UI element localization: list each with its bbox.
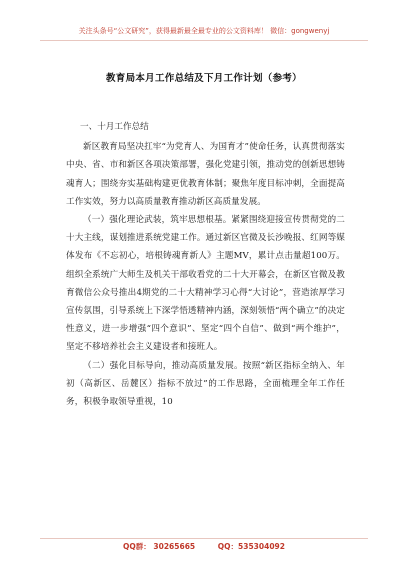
paragraph-theory: （一）强化理论武装，筑牢思想根基。紧紧围绕迎接宣传贯彻党的二十大主线，谋划推进系统党建工作。通过新区官微及长沙晚报、红网等媒体发布《不忘初心，培根铸魂育新人》主题MV，累计点击量超100万。组织全系统广大师生及机关干部收看党的二十大开幕会，在新区官微及教育微信公众号推出4期党的二十大精神学习心得“大讨论”，营造浓厚学习宣传氛围，引导系统上下深学悟透精神内涵，深刻领悟“两个确立”的决定性意义，进一步增强“四个意识”、坚定“四个自信”、做到“两个维护”，坚定不移培养社会主义建设者和接班人。 [66,215,345,353]
footer-qq-group: QQ群： 30265665 [123,542,196,551]
document-title: 教育局本月工作总结及下月工作计划（参考） [105,73,302,84]
footer-qq: QQ：535304092 [217,542,285,551]
paragraph-summary: 新区教育局坚决扛牢“为党育人、为国育才”使命任务，认真贯彻落实中央、省、市和新区各项决策部署，强化党建引领，推动党的创新思想铸魂育人；围绕夯实基础构建更优教育体制；聚焦年度目标冲刺，全面提高工作实效，努力以高质量教育推动新区高质量发展。 [66,142,345,207]
section-heading: 一、十月工作总结 [80,122,149,132]
footer-contact [0,541,408,552]
document-body [66,118,345,411]
paragraph-goals: （二）强化目标导向，推动高质量发展。按照“新区指标全纳入、年初（高新区、岳麓区）指标不放过”的工作思路，全面梳理全年工作任务，积极争取领导重视，10 [66,360,345,408]
header-banner: 关注头条号“公文研究”，获得最新最全最专业的公文资料库！ 微信：gongwenyj [78,27,330,35]
header-divider [40,40,368,41]
footer-divider [40,538,368,539]
